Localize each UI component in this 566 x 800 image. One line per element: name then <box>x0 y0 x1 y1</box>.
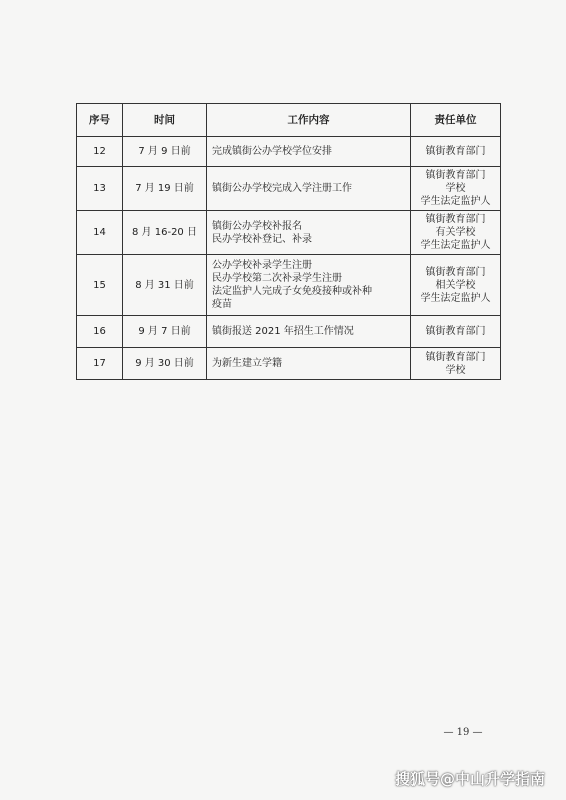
content-line: 完成镇街公办学校学位安排 <box>212 146 332 157</box>
row-seq: 12 <box>77 137 123 167</box>
row-content <box>207 137 411 167</box>
content-line: 镇街报送 2021 年招生工作情况 <box>212 326 354 337</box>
content-line: 法定监护人完成子女免疫接种或补种 <box>212 286 372 297</box>
header-unit: 责任单位 <box>411 104 501 137</box>
unit-line: 镇街教育部门 <box>425 146 486 157</box>
header-content: 工作内容 <box>207 104 411 137</box>
row-time: 8 月 31 日前 <box>123 255 207 316</box>
row-content <box>207 211 411 255</box>
row-time: 8 月 16-20 日 <box>123 211 207 255</box>
unit-line: 学生法定监护人 <box>420 196 491 207</box>
unit-line: 镇街教育部门 <box>425 351 486 363</box>
content-line: 为新生建立学籍 <box>212 358 282 369</box>
table-row <box>77 316 501 348</box>
unit-line: 镇街教育部门 <box>425 214 486 225</box>
page-number: — 19 — <box>443 727 483 738</box>
unit-line: 学生法定监护人 <box>420 292 491 304</box>
table-row <box>77 211 501 255</box>
row-unit <box>411 167 501 211</box>
unit-line: 相关学校 <box>435 279 476 291</box>
table-header-row <box>77 104 501 137</box>
unit-line: 镇街教育部门 <box>425 170 486 181</box>
unit-line: 学校 <box>445 364 466 376</box>
row-time: 7 月 9 日前 <box>123 137 207 167</box>
content-line: 公办学校补录学生注册 <box>212 260 312 271</box>
row-unit <box>411 255 501 316</box>
row-content <box>207 316 411 348</box>
header-seq: 序号 <box>77 104 123 137</box>
row-time: 9 月 30 日前 <box>123 348 207 380</box>
content-line: 镇街公办学校完成入学注册工作 <box>212 183 352 194</box>
row-time: 7 月 19 日前 <box>123 167 207 211</box>
row-unit <box>411 348 501 380</box>
content-line: 疫苗 <box>212 299 232 310</box>
table-row <box>77 348 501 380</box>
row-unit <box>411 316 501 348</box>
header-time: 时间 <box>123 104 207 137</box>
unit-line: 有关学校 <box>435 227 476 238</box>
row-seq: 17 <box>77 348 123 380</box>
watermark: 搜狐号@中山升学指南 <box>395 770 546 788</box>
row-content <box>207 348 411 380</box>
row-seq: 16 <box>77 316 123 348</box>
unit-line: 学校 <box>445 183 466 194</box>
content-line: 民办学校第二次补录学生注册 <box>212 273 342 284</box>
row-seq: 14 <box>77 211 123 255</box>
row-time: 9 月 7 日前 <box>123 316 207 348</box>
row-content <box>207 255 411 316</box>
unit-line: 镇街教育部门 <box>425 326 486 337</box>
row-unit <box>411 211 501 255</box>
content-line: 镇街公办学校补报名 <box>212 220 302 232</box>
table-row <box>77 137 501 167</box>
unit-line: 镇街教育部门 <box>425 266 486 278</box>
row-content <box>207 167 411 211</box>
row-seq: 15 <box>77 255 123 316</box>
schedule-table <box>76 103 501 380</box>
table-row <box>77 255 501 316</box>
content-line: 民办学校补登记、补录 <box>212 233 312 245</box>
row-unit <box>411 137 501 167</box>
table-row <box>77 167 501 211</box>
row-seq: 13 <box>77 167 123 211</box>
unit-line: 学生法定监护人 <box>420 240 491 251</box>
